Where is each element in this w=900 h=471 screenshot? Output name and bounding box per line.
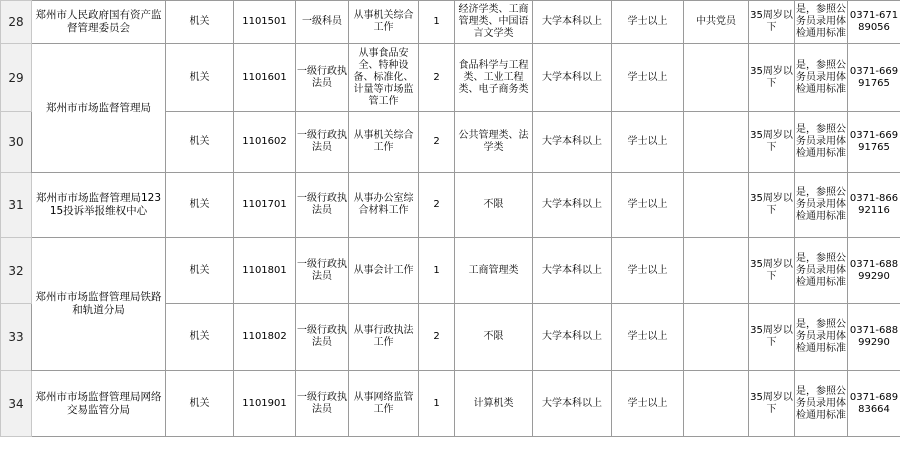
hire-count-cell: 2 (419, 173, 455, 238)
phone-cell: 0371-67189056 (848, 1, 900, 44)
politics-cell (684, 173, 749, 238)
row-number[interactable]: 34 (1, 371, 32, 437)
unit-type-cell: 机关 (166, 371, 234, 437)
duty-cell: 从事办公室综合材料工作 (349, 173, 419, 238)
unit-type-cell: 机关 (166, 1, 234, 44)
table-row (1, 1, 900, 44)
major-cell: 经济学类、工商管理类、中国语言文学类 (455, 1, 533, 44)
duty-cell: 从事机关综合工作 (349, 1, 419, 44)
education-cell: 大学本科以上 (533, 304, 612, 371)
major-cell: 工商管理类 (455, 238, 533, 304)
position-name-cell: 一级行政执法员 (296, 44, 349, 112)
position-name-cell: 一级行政执法员 (296, 112, 349, 173)
position-name-cell: 一级行政执法员 (296, 238, 349, 304)
major-cell: 计算机类 (455, 371, 533, 437)
duty-cell: 从事食品安全、特种设备、标准化、计量等市场监管工作 (349, 44, 419, 112)
politics-cell (684, 371, 749, 437)
hire-count-cell: 2 (419, 44, 455, 112)
physical-exam-cell: 是，参照公务员录用体检通用标准 (795, 304, 848, 371)
position-code-cell: 1101802 (234, 304, 296, 371)
table-row (1, 44, 900, 112)
row-number[interactable]: 28 (1, 1, 32, 44)
phone-cell: 0371-68983664 (848, 371, 900, 437)
degree-cell: 学士以上 (612, 238, 684, 304)
phone-cell: 0371-86692116 (848, 173, 900, 238)
politics-cell (684, 44, 749, 112)
unit-type-cell: 机关 (166, 173, 234, 238)
degree-cell: 学士以上 (612, 371, 684, 437)
row-number[interactable]: 32 (1, 238, 32, 304)
degree-cell: 学士以上 (612, 44, 684, 112)
age-cell: 35周岁以下 (749, 238, 795, 304)
unit-cell: 郑州市市场监督管理局网络交易监管分局 (32, 371, 166, 437)
age-cell: 35周岁以下 (749, 173, 795, 238)
age-cell: 35周岁以下 (749, 371, 795, 437)
phone-cell: 0371-66991765 (848, 44, 900, 112)
major-cell: 公共管理类、法学类 (455, 112, 533, 173)
major-cell: 不限 (455, 304, 533, 371)
education-cell: 大学本科以上 (533, 1, 612, 44)
unit-type-cell: 机关 (166, 238, 234, 304)
hire-count-cell: 1 (419, 1, 455, 44)
major-cell: 食品科学与工程类、工业工程类、电子商务类 (455, 44, 533, 112)
physical-exam-cell: 是，参照公务员录用体检通用标准 (795, 371, 848, 437)
unit-cell: 郑州市市场监督管理局铁路和轨道分局 (32, 238, 166, 371)
physical-exam-cell: 是，参照公务员录用体检通用标准 (795, 112, 848, 173)
duty-cell: 从事行政执法工作 (349, 304, 419, 371)
position-code-cell: 1101601 (234, 44, 296, 112)
hire-count-cell: 1 (419, 371, 455, 437)
row-number[interactable]: 33 (1, 304, 32, 371)
unit-type-cell: 机关 (166, 112, 234, 173)
unit-type-cell: 机关 (166, 44, 234, 112)
position-name-cell: 一级科员 (296, 1, 349, 44)
physical-exam-cell: 是，参照公务员录用体检通用标准 (795, 44, 848, 112)
age-cell: 35周岁以下 (749, 304, 795, 371)
row-number[interactable]: 30 (1, 112, 32, 173)
row-number[interactable]: 29 (1, 44, 32, 112)
physical-exam-cell: 是，参照公务员录用体检通用标准 (795, 1, 848, 44)
education-cell: 大学本科以上 (533, 112, 612, 173)
age-cell: 35周岁以下 (749, 1, 795, 44)
politics-cell (684, 304, 749, 371)
politics-cell (684, 238, 749, 304)
unit-cell: 郑州市市场监督管理局 (32, 44, 166, 173)
position-code-cell: 1101602 (234, 112, 296, 173)
unit-type-cell: 机关 (166, 304, 234, 371)
unit-cell: 郑州市人民政府国有资产监督管理委员会 (32, 1, 166, 44)
position-name-cell: 一级行政执法员 (296, 173, 349, 238)
row-number[interactable]: 31 (1, 173, 32, 238)
hire-count-cell: 2 (419, 112, 455, 173)
duty-cell: 从事会计工作 (349, 238, 419, 304)
position-code-cell: 1101901 (234, 371, 296, 437)
position-code-cell: 1101801 (234, 238, 296, 304)
position-code-cell: 1101701 (234, 173, 296, 238)
duty-cell: 从事网络监管工作 (349, 371, 419, 437)
position-code-cell: 1101501 (234, 1, 296, 44)
hire-count-cell: 1 (419, 238, 455, 304)
phone-cell: 0371-68899290 (848, 304, 900, 371)
position-name-cell: 一级行政执法员 (296, 304, 349, 371)
degree-cell: 学士以上 (612, 112, 684, 173)
physical-exam-cell: 是，参照公务员录用体检通用标准 (795, 173, 848, 238)
position-name-cell: 一级行政执法员 (296, 371, 349, 437)
major-cell: 不限 (455, 173, 533, 238)
degree-cell: 学士以上 (612, 173, 684, 238)
education-cell: 大学本科以上 (533, 371, 612, 437)
education-cell: 大学本科以上 (533, 173, 612, 238)
hire-count-cell: 2 (419, 304, 455, 371)
unit-cell: 郑州市市场监督管理局12315投诉举报维权中心 (32, 173, 166, 238)
degree-cell: 学士以上 (612, 304, 684, 371)
duty-cell: 从事机关综合工作 (349, 112, 419, 173)
education-cell: 大学本科以上 (533, 44, 612, 112)
age-cell: 35周岁以下 (749, 44, 795, 112)
politics-cell: 中共党员 (684, 1, 749, 44)
physical-exam-cell: 是，参照公务员录用体检通用标准 (795, 238, 848, 304)
education-cell: 大学本科以上 (533, 238, 612, 304)
politics-cell (684, 112, 749, 173)
degree-cell: 学士以上 (612, 1, 684, 44)
table-row (1, 173, 900, 238)
table-row (1, 238, 900, 304)
age-cell: 35周岁以下 (749, 112, 795, 173)
phone-cell: 0371-66991765 (848, 112, 900, 173)
phone-cell: 0371-68899290 (848, 238, 900, 304)
table-row (1, 371, 900, 437)
